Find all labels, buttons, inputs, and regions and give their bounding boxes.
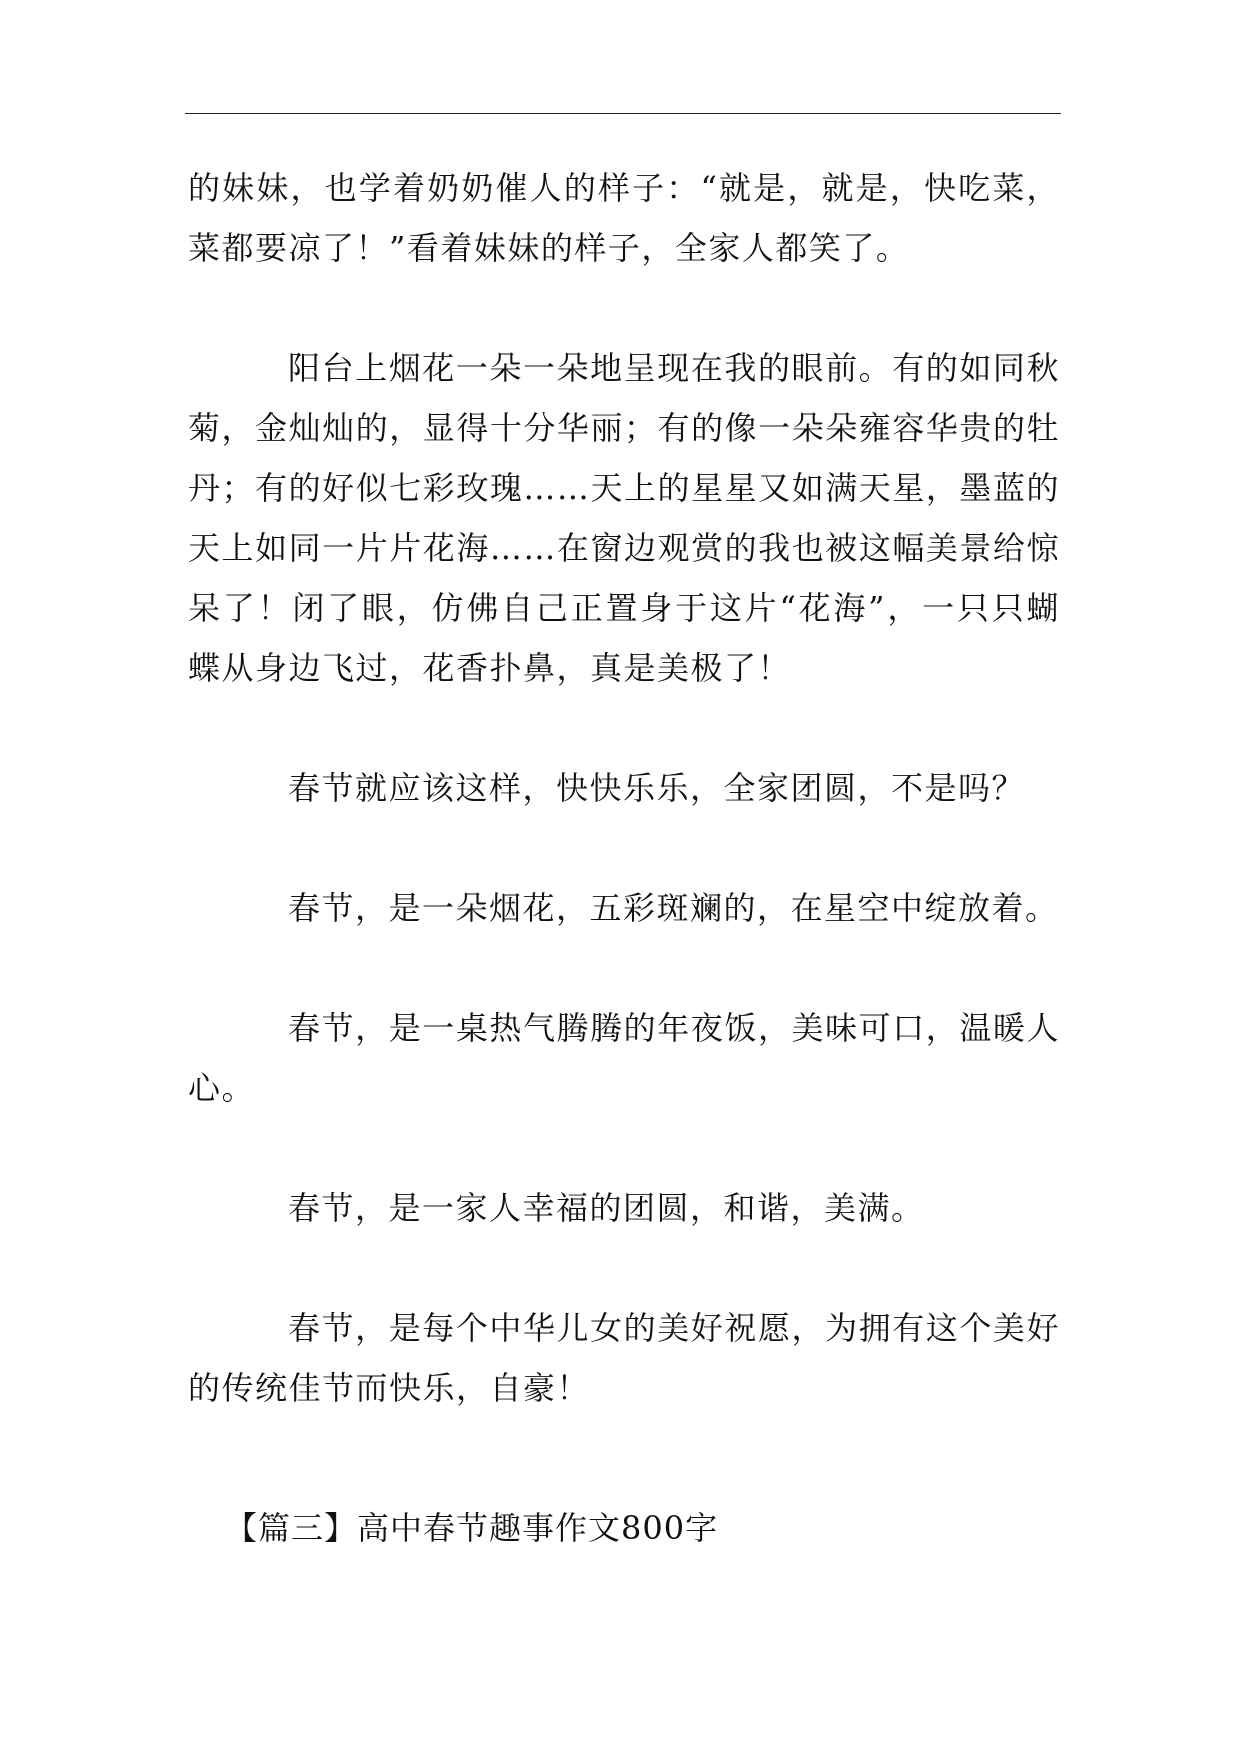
paragraph-dinner-metaphor: 春节，是一桌热气腾腾的年夜饭，美味可口，温暖人心。: [188, 1009, 1060, 1107]
paragraph-fireworks-metaphor: 春节，是一朵烟花，五彩斑斓的，在星空中绽放着。: [288, 889, 1059, 927]
paragraph-fireworks: 阳台上烟花一朵一朵地呈现在我的眼前。有的如同秋菊，金灿灿的，显得十分华丽；有的像一朵朵雍容华贵的牡丹；有的好似七彩玫瑰……天上的星星又如满天星，墨蓝的天上如同一片片花海……在窗边观赏的我也被这幅美景给惊呆了！闭了眼，仿佛自己正置身于这片“花海”，一只只蝴蝶从身边飞过，花香扑鼻，真是美极了！: [188, 349, 1060, 687]
paragraph-family-metaphor: 春节，是一家人幸福的团圆，和谐，美满。: [288, 1189, 925, 1227]
document-body: [188, 158, 1060, 1418]
header-rule: [185, 113, 1061, 114]
section-heading: 【篇三】高中春节趣事作文800字: [225, 1509, 719, 1547]
paragraph-reunion-question: 春节就应该这样，快快乐乐，全家团圆，不是吗？: [288, 769, 1026, 807]
paragraph-wishes: 春节，是每个中华儿女的美好祝愿，为拥有这个美好的传统佳节而快乐，自豪！: [188, 1309, 1060, 1407]
paragraph-continuation: 的妹妹，也学着奶奶催人的样子：“就是，就是，快吃菜，菜都要凉了！”看着妹妹的样子，全家人都笑了。: [188, 169, 1060, 267]
